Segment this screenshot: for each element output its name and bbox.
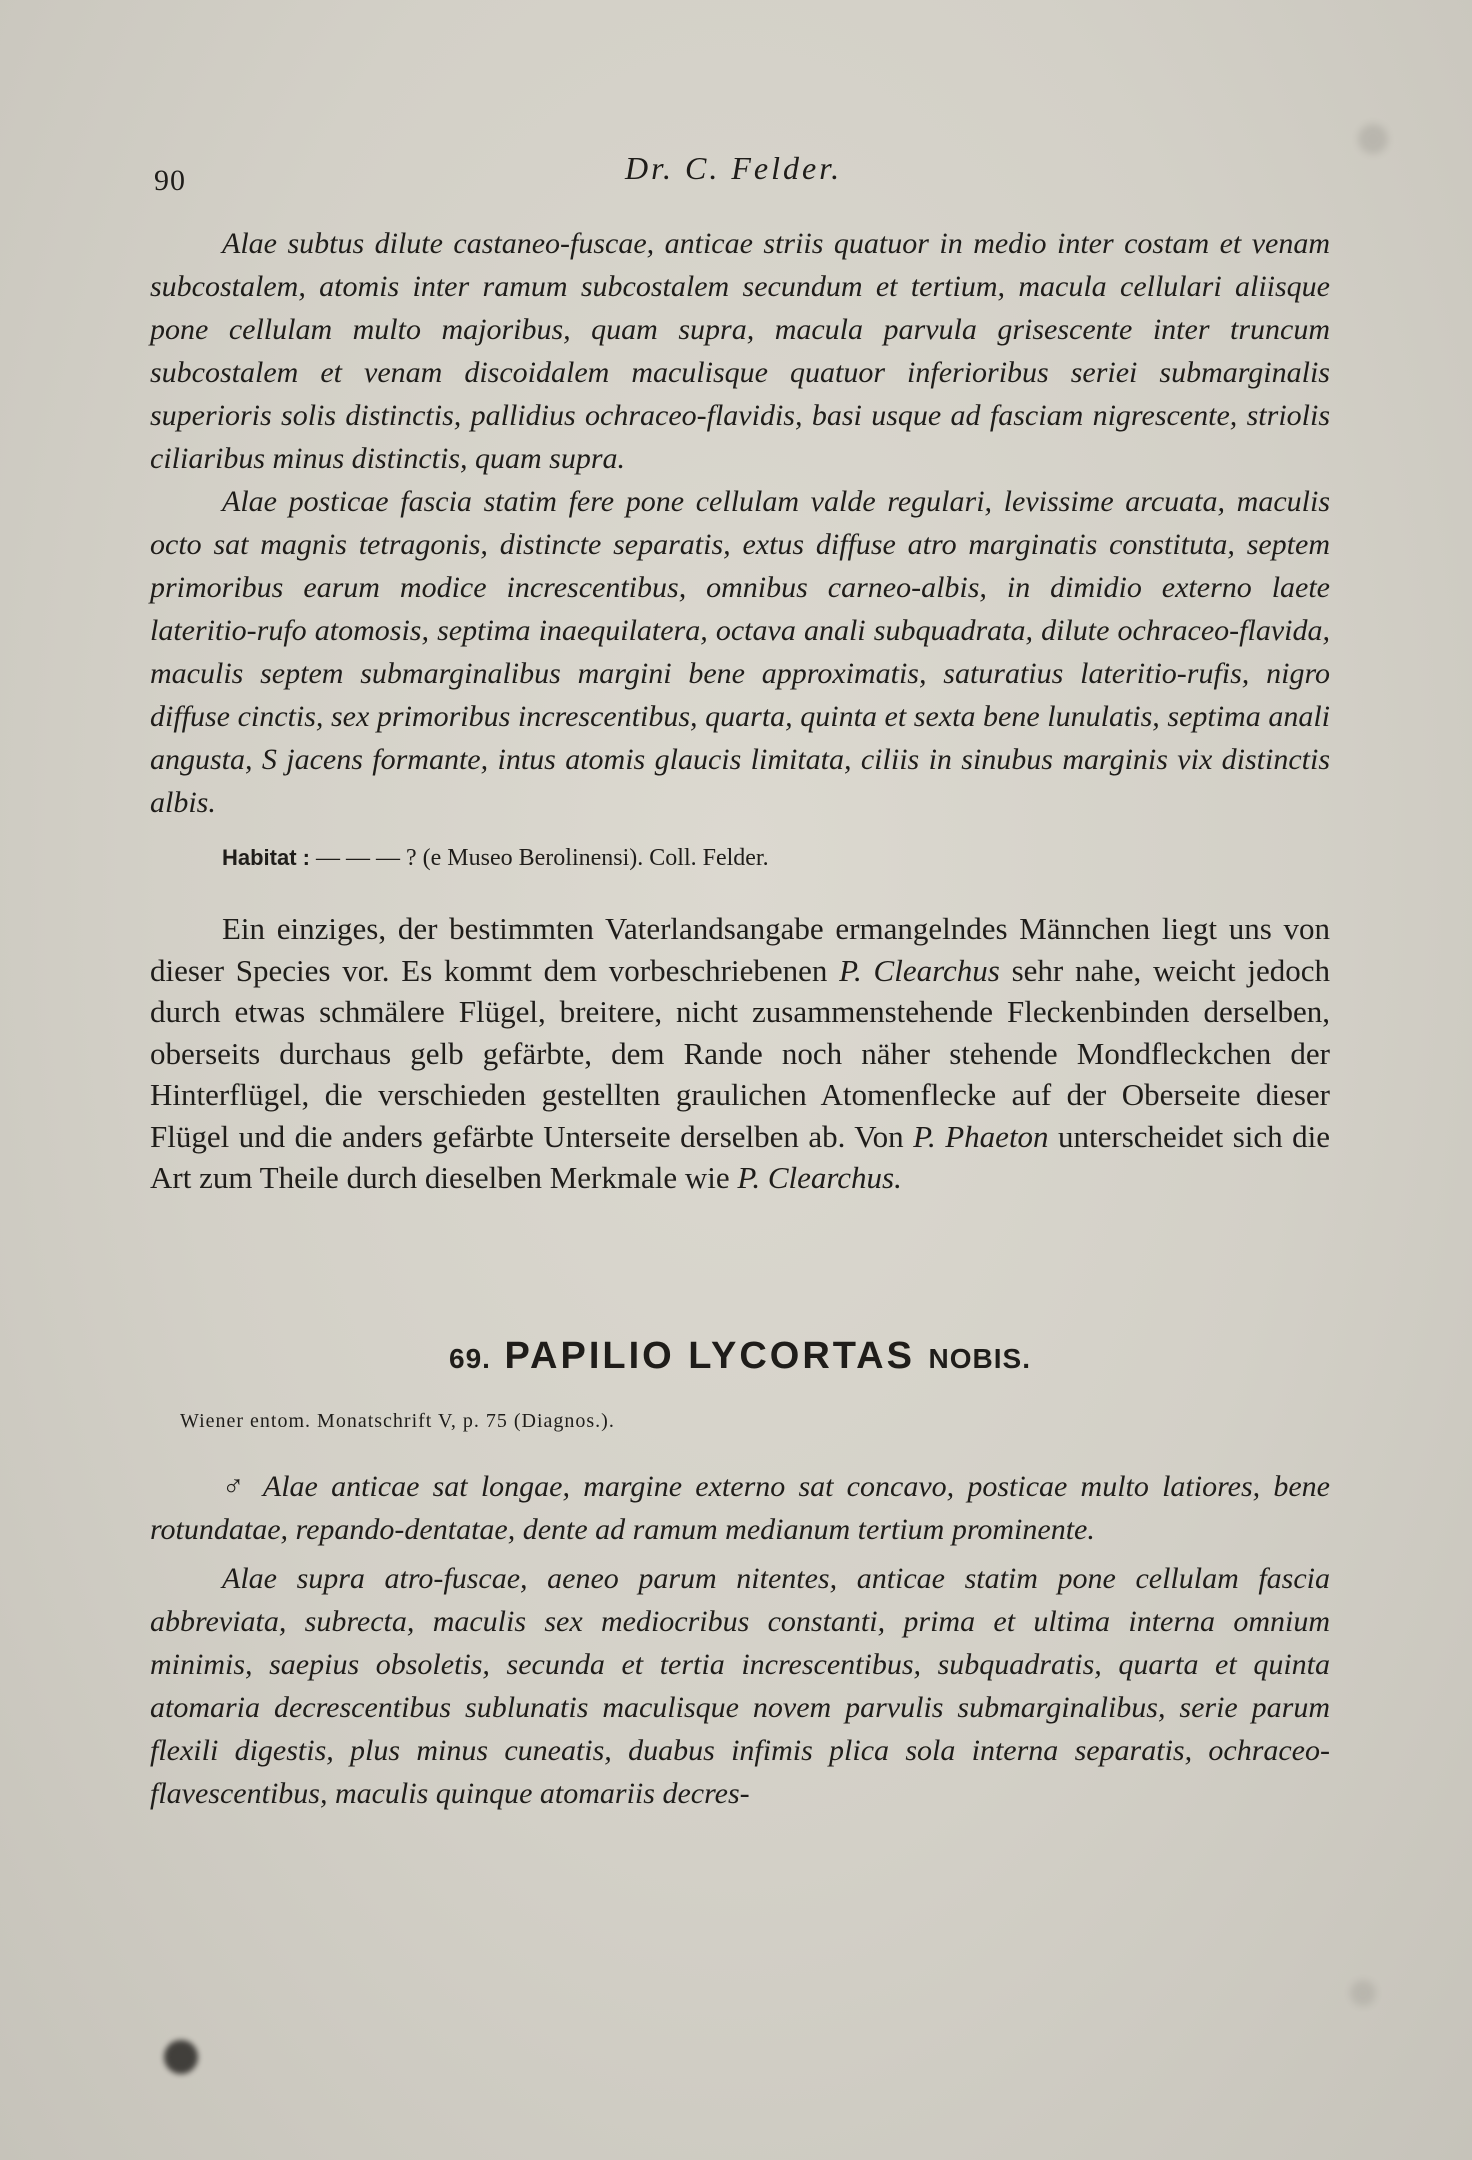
latin-paragraph-underside: Alae subtus dilute castaneo-fuscae, anticae striis quatuor in medio inter costam et venam subcostalem, atomis inter ramum subcostalem secundum et tertium, macula cellulari aliisque pone cellulam multo majoribus, quam supra, macula parvula grisescente inter truncum subcostalem et venam discoidalem maculisque quatuor inferioribus seriei submarginalis superioris solis distinctis, pallidius ochraceo-flavidis, basi usque ad fasciam nigrescente, striolis ciliaribus minus distinctis, quam supra.: [150, 227, 1330, 475]
habitat-label: Habitat :: [222, 845, 310, 870]
species-ref-clearchus-2: P. Clearchus.: [737, 1160, 902, 1195]
page-header: [150, 150, 1330, 200]
species-ref-phaeton: P. Phaeton: [913, 1118, 1049, 1154]
species-heading: [150, 1335, 1330, 1378]
german-text-2: sehr nahe, weicht jedoch durch etwas schmälere Flügel, breitere, nicht zusammenstehende Fleckenbinden derselben, oberseits durchaus gelb gefärbte, dem Rande noch näher stehende Mondfleckchen der Hinterflügel, die verschieden gestellten graulichen Atomenflecke auf der Oberseite dieser Flügel und die anders gefärbte Unterseite derselben ab. Von: [150, 952, 1330, 1154]
paper-stain-2: [1350, 1980, 1376, 2006]
species-number: 69.: [449, 1343, 491, 1374]
latin-paragraph-male: ♂ Alae anticae sat longae, margine externo sat concavo, posticae multo latiores, bene rotundatae, repando-dentatae, dente ad ramum medianum tertium prominente.: [150, 1470, 1330, 1546]
literature-reference: Wiener entom. Monatschrift V, p. 75 (Diagnos.).: [180, 1410, 615, 1432]
species-ref-clearchus: P. Clearchus: [839, 952, 1000, 988]
species-title: PAPILIO LYCORTAS: [504, 1335, 915, 1377]
german-paragraph: [150, 908, 1330, 1199]
page-number: 90: [154, 164, 186, 197]
paper-stain: [1358, 124, 1388, 154]
running-head: Dr. C. Felder.: [625, 150, 843, 186]
section-1: [150, 222, 1330, 1199]
latin-paragraph-posticae: Alae posticae fascia statim fere pone cellulam valde regulari, levissime arcuata, maculis octo sat magnis tetragonis, distincte separatis, extus diffuse atro marginatis constituta, septem primoribus earum modice increscentibus, omnibus carneo-albis, in dimidio externo laete lateritio-rufo atomosis, septima inaequilatera, octava anali subquadrata, dilute ochraceo-flavida, maculis septem submarginalibus margini bene approximatis, saturatius lateritio-rufis, nigro diffuse cinctis, sex primoribus increscentibus, quarta, quinta et sexta bene lunulatis, septima anali angusta, S jacens formante, intus atomis glaucis limitata, ciliis in sinubus marginis vix distinctis albis.: [150, 485, 1330, 819]
latin-paragraph-supra: Alae supra atro-fuscae, aeneo parum nitentes, anticae statim pone cellulam fascia abbreviata, subrecta, maculis sex mediocribus constanti, prima et ultima interna omnium minimis, saepius obsoletis, secunda et tertia increscentibus, subquadratis, quarta et quinta atomaria decrescentibus sublunatis maculisque novem parvulis submarginalibus, serie parum flexili digestis, plus minus cuneatis, duabus infimis plica sola interna separatis, ochraceo-flavescentibus, maculis quinque atomariis decres-: [150, 1562, 1330, 1810]
section-2: [150, 1465, 1330, 1815]
habitat-text: — — — ? (e Museo Berolinensi). Coll. Felder.: [316, 845, 769, 871]
species-author: NOBIS.: [928, 1343, 1031, 1374]
habitat-line: [222, 838, 1330, 878]
german-text-3: unterscheidet sich die Art zum Theile durch dieselben Merkmale wie: [150, 1118, 1330, 1195]
ink-spot: [164, 2040, 198, 2074]
german-text-1: Ein einziges, der bestimmten Vaterlandsangabe ermangelndes Männchen liegt uns von dieser Species vor. Es kommt dem vorbeschriebenen: [150, 911, 1330, 988]
